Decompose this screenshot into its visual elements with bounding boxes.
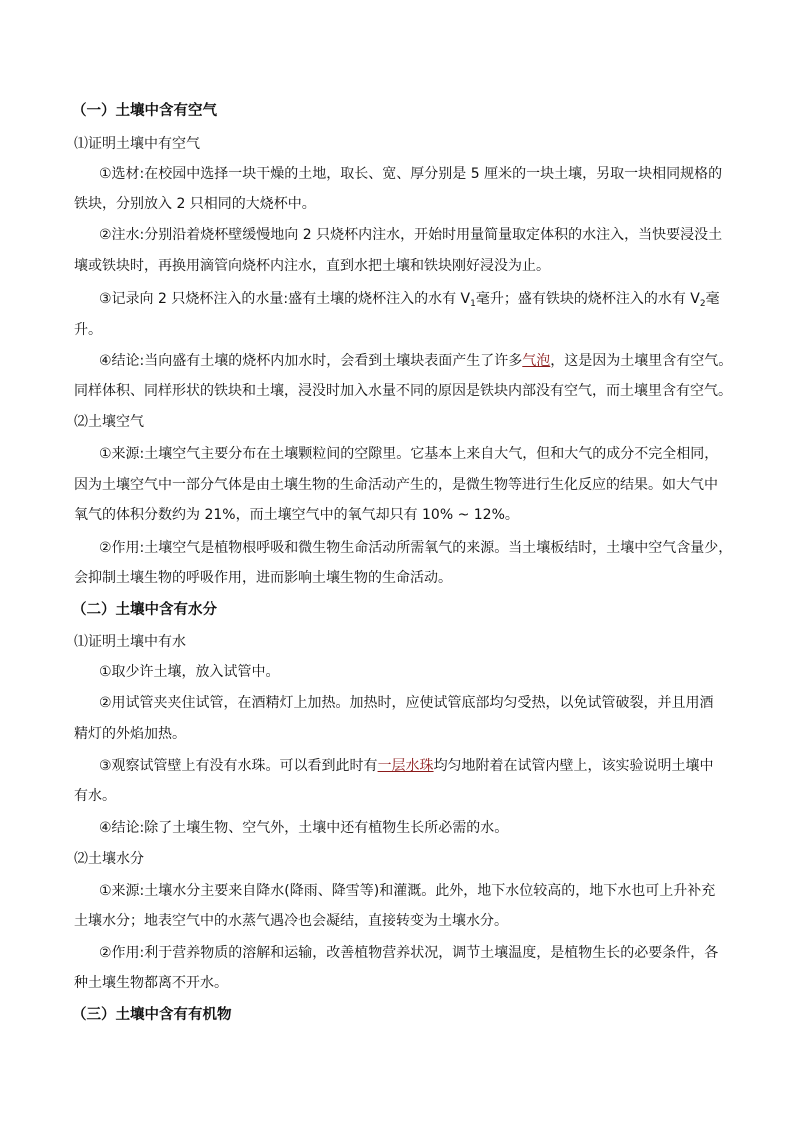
- sub-heading-1-2: ⑵土壤空气: [74, 414, 144, 430]
- text-segment: ③记录向 2 只烧杯注入的水量:盛有土壤的烧杯注入的水有 V: [99, 291, 471, 307]
- paragraph-line: 会抑制土壤生物的呼吸作用，进而影响土壤生物的生命活动。: [74, 570, 452, 586]
- text-segment: 毫: [705, 291, 720, 307]
- section-2-title: （二）土壤中含有水分: [72, 602, 217, 618]
- paragraph-line: 种土壤生物都离不开水。: [74, 975, 228, 991]
- underlined-term: 气泡: [522, 353, 551, 369]
- paragraph-line: 同样体积、同样形状的铁块和土壤，浸没时加入水量不同的原因是铁块内部没有空气，而土壤里含有空气。: [74, 383, 732, 399]
- paragraph-line: 精灯的外焰加热。: [74, 726, 186, 742]
- paragraph-line: 升。: [74, 322, 102, 338]
- paragraph-line: ①选材:在校园中选择一块干燥的土地，取长、宽、厚分别是 5 厘米的一块土壤，另取一块相同规格的: [99, 166, 723, 182]
- paragraph-line: ②作用:土壤空气是植物根呼吸和微生物生命活动所需氧气的来源。当土壤板结时，土壤中空气含量少，: [99, 540, 733, 556]
- text-segment: ③观察试管壁上有没有水珠。可以看到此时有: [99, 758, 378, 774]
- paragraph-line: 铁块，分别放入 2 只相同的大烧杯中。: [74, 196, 316, 212]
- subscript: 1: [470, 299, 476, 309]
- paragraph-line: 有水。: [74, 788, 116, 804]
- paragraph-line: 壤或铁块时，再换用滴管向烧杯内注水，直到水把土壤和铁块刚好浸没为止。: [74, 258, 550, 274]
- text-segment: ④结论:当向盛有土壤的烧杯内加水时，会看到土壤块表面产生了许多: [99, 353, 523, 369]
- sub-heading-1-1: ⑴证明土壤中有空气: [74, 136, 200, 152]
- paragraph-line: [0, 757, 794, 775]
- text-segment: ，这是因为土壤里含有空气。: [550, 353, 733, 369]
- paragraph-line: ②注水:分别沿着烧杯壁缓慢地向 2 只烧杯内注水，开始时用量简量取定体积的水注入，当快要浸没土: [99, 227, 723, 243]
- paragraph-line: [0, 290, 794, 313]
- paragraph-line: 土壤水分；地表空气中的水蒸气遇冷也会凝结，直接转变为土壤水分。: [74, 913, 508, 929]
- paragraph-line: ②作用:利于营养物质的溶解和运输，改善植物营养状况，调节土壤温度，是植物生长的必要条件，各: [99, 945, 719, 961]
- underlined-term: 一层水珠: [377, 758, 434, 774]
- subscript: 2: [699, 299, 706, 309]
- sub-heading-2-1: ⑴证明土壤中有水: [74, 634, 186, 650]
- paragraph-line: 氧气的体积分数约为 21%，而土壤空气中的氧气却只有 10% ~ 12%。: [74, 507, 519, 523]
- section-1-title: （一）土壤中含有空气: [72, 103, 217, 119]
- paragraph-line: 因为土壤空气中一部分气体是由土壤生物的生命活动产生的，是微生物等进行生化反应的结果。如大气中: [74, 477, 718, 493]
- paragraph-line: ④结论:除了土壤生物、空气外，土壤中还有植物生长所必需的水。: [99, 820, 509, 836]
- section-3-title: （三）土壤中含有有机物: [72, 1007, 232, 1023]
- paragraph-line: ①来源:土壤空气主要分布在土壤颗粒间的空隙里。它基本上来自大气，但和大气的成分不完全相同，: [99, 446, 719, 462]
- paragraph-line: ①取少许土壤，放入试管中。: [99, 664, 280, 680]
- paragraph-line: [0, 352, 794, 370]
- paragraph-line: ①来源:土壤水分主要来自降水(降雨、降雪等)和灌溉。此外，地下水位较高的，地下水也可上升补充: [99, 883, 716, 899]
- text-segment: 均匀地附着在试管内壁上，该实验说明土壤中: [433, 758, 714, 774]
- paragraph-line: ②用试管夹夹住试管，在酒精灯上加热。加热时，应使试管底部均匀受热，以免试管破裂，并且用酒: [99, 695, 714, 711]
- sub-heading-2-2: ⑵土壤水分: [74, 851, 144, 867]
- text-segment: 毫升；盛有铁块的烧杯注入的水有 V: [475, 291, 700, 307]
